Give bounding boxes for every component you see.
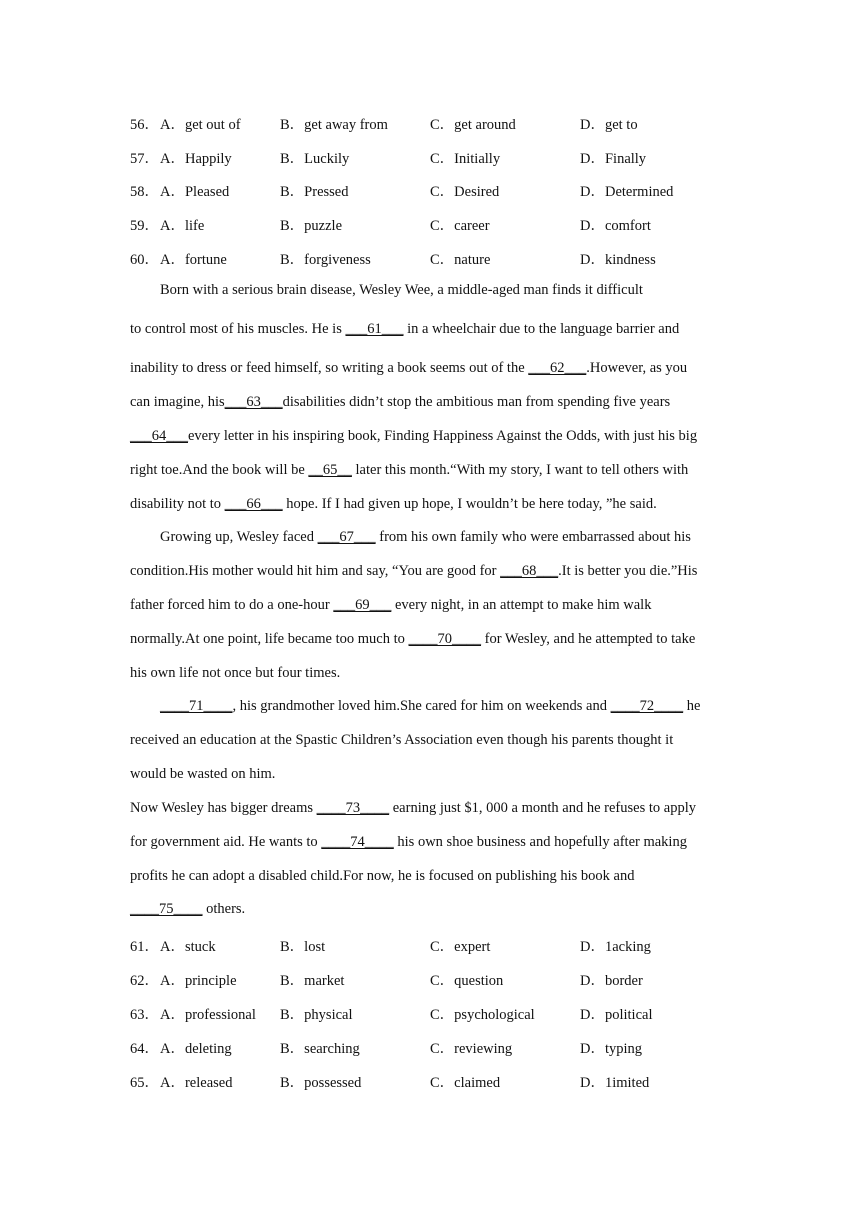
option-b: B．possessed [280,1075,362,1091]
option-b: B．searching [280,1041,360,1057]
option-c: C．Desired [430,184,500,200]
passage-text: to control most of his muscles. He is [130,321,346,337]
question-65 [130,1071,770,1091]
passage-line [130,428,697,445]
passage-line [130,462,688,479]
option-a: A．professional [160,1007,256,1023]
blank-69: ___69___ [333,597,392,613]
passage-line [130,360,687,377]
passage-text: right toe.And the book will be [130,462,309,478]
passage-text: inability to dress or feed himself, so writing a book seems out of the [130,360,529,376]
option-a: A．life [160,218,205,234]
passage-line [130,665,340,682]
question-number: 60． [130,252,159,268]
option-d: D．get to [580,117,638,133]
option-d: D．typing [580,1041,643,1057]
option-d: D．comfort [580,218,651,234]
option-c: C．claimed [430,1075,501,1091]
blank-72: ____72____ [610,698,684,714]
blank-65: __65__ [308,462,352,478]
passage-text: Now Wesley has bigger dreams [130,800,317,816]
passage-text: others. [202,901,246,917]
passage-text: disability not to [130,496,225,512]
passage-line [130,800,696,817]
blank-66: ___66___ [224,496,283,512]
question-number: 56． [130,117,159,133]
blank-63: ___63___ [224,394,283,410]
question-number: 64． [130,1041,159,1057]
passage-text: his own life not once but four times. [130,665,341,681]
passage-line [130,597,651,614]
question-60 [130,248,770,268]
passage-text: profits he can adopt a disabled child.For now, he is focused on publishing his book and [130,868,635,884]
option-c: C．expert [430,939,491,955]
passage-text: normally.At one point, life became too much to [130,631,409,647]
option-c: C．psychological [430,1007,535,1023]
blank-61: ___61___ [345,321,404,337]
passage-text: received an education at the Spastic Children’s Association even though his parents thought it [130,732,674,748]
passage-text: , his grandmother loved him.She cared for him on weekends and [232,698,611,714]
blank-73: ____73____ [316,800,390,816]
option-a: A．principle [160,973,237,989]
passage-text: father forced him to do a one-hour [130,597,334,613]
passage-line [130,631,695,648]
passage-line [130,732,673,749]
question-59 [130,214,770,234]
option-d: D．Finally [580,151,647,167]
passage-text: his own shoe business and hopefully after making [393,834,687,850]
option-b: B．physical [280,1007,353,1023]
passage-line [130,766,275,783]
passage-text: can imagine, his [130,394,225,410]
passage-text: condition.His mother would hit him and say, “You are good for [130,563,501,579]
option-d: D．border [580,973,643,989]
blank-74: ____74____ [321,834,394,850]
passage-text: he [683,698,701,714]
question-62 [130,969,770,989]
passage-line [130,321,679,338]
question-57 [130,147,770,167]
passage-line [130,901,245,918]
blank-75: ____75____ [130,901,203,917]
option-b: B．puzzle [280,218,343,234]
option-a: A．get out of [160,117,241,133]
option-d: D．1imited [580,1075,650,1091]
passage-text: disabilities didn’t stop the ambitious man from spending five years [282,394,671,410]
blank-70: ____70____ [408,631,482,647]
option-d: D．kindness [580,252,656,268]
blank-67: ___67___ [317,529,376,545]
question-56 [130,113,770,133]
question-number: 62． [130,973,159,989]
option-a: A．Happily [160,151,232,167]
option-b: B．lost [280,939,326,955]
passage-line [160,282,643,299]
passage-text: Growing up, Wesley faced [160,529,318,545]
passage-text: Born with a serious brain disease, Wesley Wee, a middle-aged man finds it difficult [160,282,643,298]
blank-71: ____71____ [160,698,233,714]
option-c: C．nature [430,252,491,268]
passage-text: every letter in his inspiring book, Finding Happiness Against the Odds, with just his big [188,428,698,444]
option-c: C．career [430,218,490,234]
passage-text: .However, as you [586,360,688,376]
option-d: D．1acking [580,939,651,955]
option-b: B．Pressed [280,184,349,200]
option-a: A．Pleased [160,184,230,200]
passage-text: later this month.“With my story, I want to tell others with [351,462,689,478]
passage-text: in a wheelchair due to the language barrier and [403,321,680,337]
passage-text: would be wasted on him. [130,766,276,782]
passage-line [130,834,687,851]
option-c: C．reviewing [430,1041,513,1057]
question-58 [130,180,770,200]
question-number: 65． [130,1075,159,1091]
question-number: 57． [130,151,159,167]
option-a: A．released [160,1075,233,1091]
option-b: B．market [280,973,345,989]
option-d: D．political [580,1007,653,1023]
option-d: D．Determined [580,184,674,200]
passage-line [160,529,691,546]
passage-text: hope. If I had given up hope, I wouldn’t be here today, ”he said. [282,496,657,512]
passage-line [130,563,697,580]
blank-68: ___68___ [500,563,559,579]
passage-text: for Wesley, and he attempted to take [481,631,696,647]
option-b: B．get away from [280,117,388,133]
passage-line [160,698,700,715]
blank-62: ___62___ [528,360,587,376]
option-c: C．Initially [430,151,501,167]
passage-line [130,394,670,411]
question-number: 59． [130,218,159,234]
option-a: A．fortune [160,252,227,268]
question-63 [130,1003,770,1023]
question-number: 61． [130,939,159,955]
question-number: 58． [130,184,159,200]
passage-text: for government aid. He wants to [130,834,322,850]
option-c: C．question [430,973,504,989]
question-64 [130,1037,770,1057]
question-number: 63． [130,1007,159,1023]
option-a: A．stuck [160,939,216,955]
passage-line [130,496,657,513]
passage-text: from his own family who were embarrassed about his [375,529,691,545]
option-c: C．get around [430,117,516,133]
option-a: A．deleting [160,1041,232,1057]
blank-64: ___64___ [130,428,188,444]
passage-line [130,868,634,885]
option-b: B．Luckily [280,151,350,167]
option-b: B．forgiveness [280,252,371,268]
passage-text: earning just $1, 000 a month and he refuses to apply [389,800,696,816]
question-61 [130,935,770,955]
passage-text: .It is better you die.”His [558,563,698,579]
passage-text: every night, in an attempt to make him walk [391,597,652,613]
